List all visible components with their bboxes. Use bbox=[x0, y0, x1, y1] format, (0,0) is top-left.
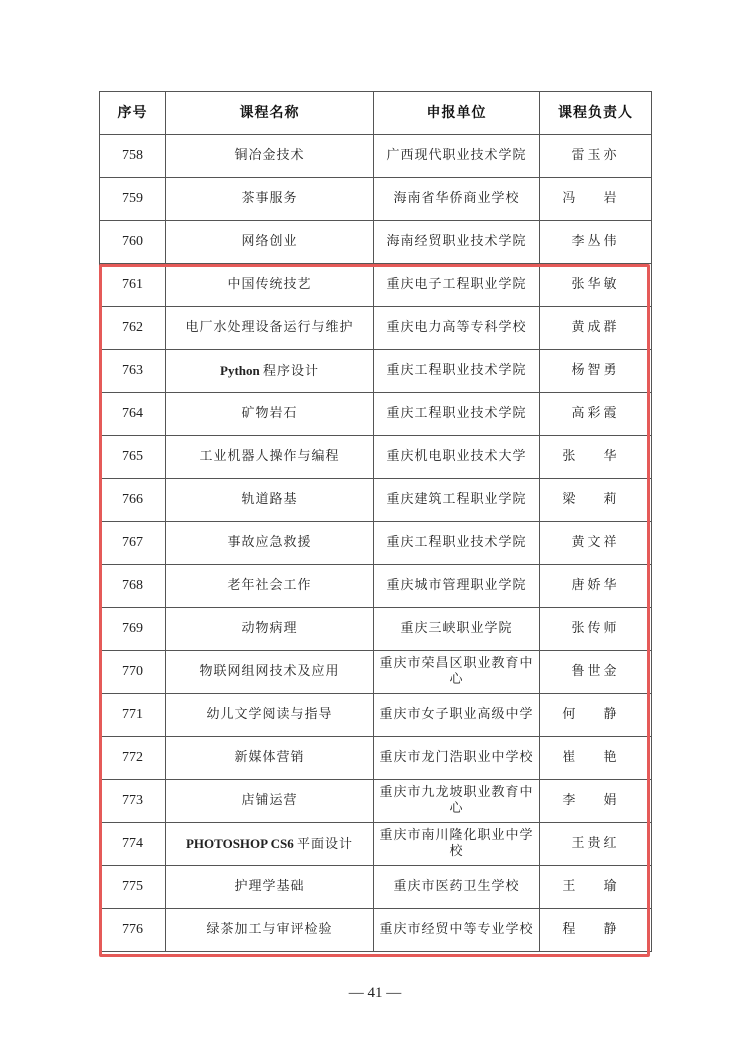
row-number: 773 bbox=[100, 780, 166, 823]
table-row bbox=[100, 651, 652, 694]
applying-unit: 重庆城市管理职业学院 bbox=[374, 565, 540, 608]
applying-unit: 重庆市医药卫生学校 bbox=[374, 866, 540, 909]
row-number: 766 bbox=[100, 479, 166, 522]
table-row bbox=[100, 866, 652, 909]
page-number: — 41 — bbox=[348, 985, 402, 1001]
row-number: 761 bbox=[100, 264, 166, 307]
table-row bbox=[100, 479, 652, 522]
course-leader: 黄成群 bbox=[540, 307, 652, 350]
row-number: 760 bbox=[100, 221, 166, 264]
course-leader: 唐娇华 bbox=[540, 565, 652, 608]
applying-unit: 重庆电子工程职业学院 bbox=[374, 264, 540, 307]
table-row bbox=[100, 565, 652, 608]
course-leader: 程 静 bbox=[540, 909, 652, 952]
course-name: 电厂水处理设备运行与维护 bbox=[166, 307, 374, 350]
table-row bbox=[100, 436, 652, 479]
course-name: 工业机器人操作与编程 bbox=[166, 436, 374, 479]
course-leader: 雷玉亦 bbox=[540, 135, 652, 178]
table-row bbox=[100, 909, 652, 952]
course-name bbox=[166, 350, 374, 393]
course-name: 幼儿文学阅读与指导 bbox=[166, 694, 374, 737]
applying-unit: 重庆市经贸中等专业学校 bbox=[374, 909, 540, 952]
course-name: 网络创业 bbox=[166, 221, 374, 264]
course-name: 事故应急救援 bbox=[166, 522, 374, 565]
course-name: 物联网组网技术及应用 bbox=[166, 651, 374, 694]
header-course-name: 课程名称 bbox=[166, 92, 374, 135]
table-row bbox=[100, 393, 652, 436]
course-name: 铜冶金技术 bbox=[166, 135, 374, 178]
row-number: 763 bbox=[100, 350, 166, 393]
course-leader: 崔 艳 bbox=[540, 737, 652, 780]
course-leader: 李丛伟 bbox=[540, 221, 652, 264]
course-leader: 何 静 bbox=[540, 694, 652, 737]
applying-unit: 重庆机电职业技术大学 bbox=[374, 436, 540, 479]
table-row bbox=[100, 135, 652, 178]
row-number: 776 bbox=[100, 909, 166, 952]
table-row bbox=[100, 780, 652, 823]
course-name bbox=[166, 823, 374, 866]
course-table bbox=[99, 91, 652, 952]
applying-unit: 海南经贸职业技术学院 bbox=[374, 221, 540, 264]
table-row bbox=[100, 178, 652, 221]
row-number: 771 bbox=[100, 694, 166, 737]
course-name-chinese: 平面设计 bbox=[297, 836, 354, 852]
row-number: 774 bbox=[100, 823, 166, 866]
applying-unit: 广西现代职业技术学院 bbox=[374, 135, 540, 178]
course-name-latin: Python bbox=[220, 362, 260, 378]
course-leader: 鲁世金 bbox=[540, 651, 652, 694]
table-row bbox=[100, 737, 652, 780]
table-row bbox=[100, 823, 652, 866]
header-applying-unit: 申报单位 bbox=[374, 92, 540, 135]
course-leader: 张传师 bbox=[540, 608, 652, 651]
applying-unit: 重庆建筑工程职业学院 bbox=[374, 479, 540, 522]
header-course-leader: 课程负责人 bbox=[540, 92, 652, 135]
row-number: 765 bbox=[100, 436, 166, 479]
course-name: 中国传统技艺 bbox=[166, 264, 374, 307]
row-number: 764 bbox=[100, 393, 166, 436]
course-name: 绿茶加工与审评检验 bbox=[166, 909, 374, 952]
course-leader: 梁 莉 bbox=[540, 479, 652, 522]
row-number: 768 bbox=[100, 565, 166, 608]
course-leader: 张华敏 bbox=[540, 264, 652, 307]
applying-unit: 重庆工程职业技术学院 bbox=[374, 350, 540, 393]
course-name: 店铺运营 bbox=[166, 780, 374, 823]
table-row bbox=[100, 307, 652, 350]
course-name: 轨道路基 bbox=[166, 479, 374, 522]
course-leader: 高彩霞 bbox=[540, 393, 652, 436]
course-name: 茶事服务 bbox=[166, 178, 374, 221]
course-name: 矿物岩石 bbox=[166, 393, 374, 436]
row-number: 759 bbox=[100, 178, 166, 221]
applying-unit: 重庆市荣昌区职业教育中心 bbox=[374, 651, 540, 694]
course-name: 老年社会工作 bbox=[166, 565, 374, 608]
applying-unit: 重庆三峡职业学院 bbox=[374, 608, 540, 651]
course-name: 新媒体营销 bbox=[166, 737, 374, 780]
table-row bbox=[100, 221, 652, 264]
row-number: 775 bbox=[100, 866, 166, 909]
table-row bbox=[100, 264, 652, 307]
applying-unit: 重庆电力高等专科学校 bbox=[374, 307, 540, 350]
row-number: 758 bbox=[100, 135, 166, 178]
table-row bbox=[100, 694, 652, 737]
table-row bbox=[100, 522, 652, 565]
applying-unit: 重庆市九龙坡职业教育中心 bbox=[374, 780, 540, 823]
row-number: 767 bbox=[100, 522, 166, 565]
course-leader: 冯 岩 bbox=[540, 178, 652, 221]
course-leader: 李 娟 bbox=[540, 780, 652, 823]
course-leader: 杨智勇 bbox=[540, 350, 652, 393]
course-name: 动物病理 bbox=[166, 608, 374, 651]
applying-unit: 重庆市南川隆化职业中学校 bbox=[374, 823, 540, 866]
applying-unit: 重庆工程职业技术学院 bbox=[374, 522, 540, 565]
row-number: 772 bbox=[100, 737, 166, 780]
table-header-row bbox=[100, 92, 652, 135]
course-leader: 张 华 bbox=[540, 436, 652, 479]
course-name-chinese: 程序设计 bbox=[262, 363, 319, 379]
applying-unit: 海南省华侨商业学校 bbox=[374, 178, 540, 221]
course-leader: 黄文祥 bbox=[540, 522, 652, 565]
row-number: 769 bbox=[100, 608, 166, 651]
row-number: 770 bbox=[100, 651, 166, 694]
row-number: 762 bbox=[100, 307, 166, 350]
course-leader: 王贵红 bbox=[540, 823, 652, 866]
course-name: 护理学基础 bbox=[166, 866, 374, 909]
table-row bbox=[100, 608, 652, 651]
table-row bbox=[100, 350, 652, 393]
applying-unit: 重庆市女子职业高级中学 bbox=[374, 694, 540, 737]
applying-unit: 重庆工程职业技术学院 bbox=[374, 393, 540, 436]
applying-unit: 重庆市龙门浩职业中学校 bbox=[374, 737, 540, 780]
course-leader: 王 瑜 bbox=[540, 866, 652, 909]
course-name-latin: PHOTOSHOP CS6 bbox=[185, 835, 294, 851]
header-number: 序号 bbox=[100, 92, 166, 135]
